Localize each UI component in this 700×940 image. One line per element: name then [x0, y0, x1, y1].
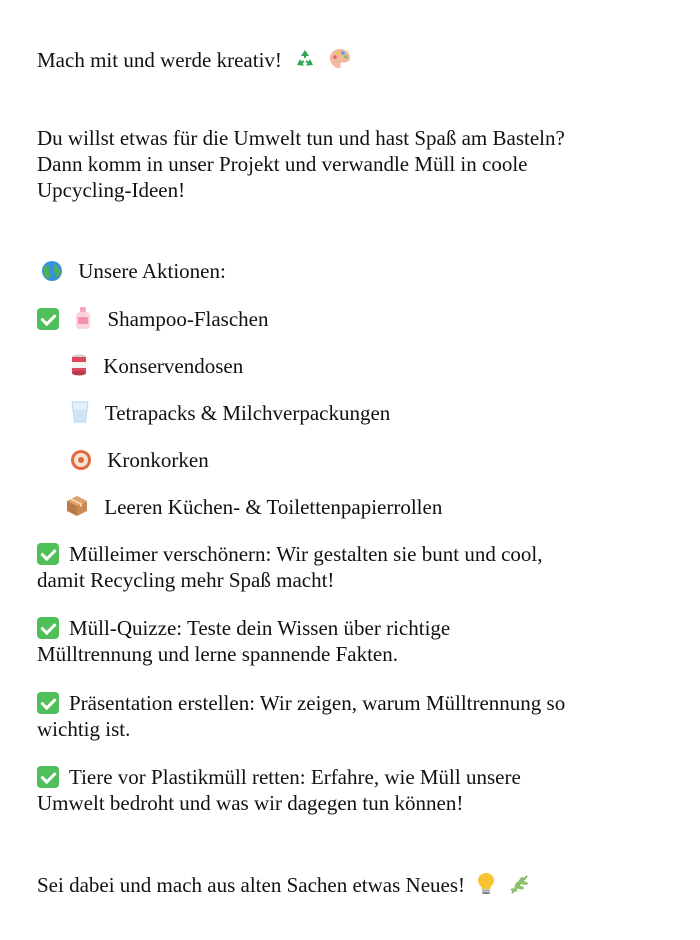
bottle-cap-icon	[70, 449, 92, 477]
headline	[37, 47, 352, 77]
material-label: Konservendosen	[103, 354, 244, 378]
intro-paragraph	[37, 125, 663, 203]
check-icon	[37, 617, 59, 639]
palette-icon	[328, 47, 352, 77]
intro-line: Dann komm in unser Projekt und verwandle Müll in coole	[37, 152, 528, 176]
check-icon	[37, 308, 59, 330]
herb-icon	[508, 872, 532, 902]
actions-heading	[41, 258, 226, 288]
task-line: Tiere vor Plastikmüll retten: Erfahre, wie Müll unsere	[69, 765, 521, 789]
task-line: wichtig ist.	[37, 717, 131, 741]
material-item	[70, 400, 390, 430]
task-item	[37, 764, 663, 816]
cup-icon	[70, 400, 90, 430]
shampoo-bottle-icon	[74, 306, 92, 336]
package-icon	[65, 494, 89, 524]
material-item	[37, 306, 268, 336]
check-icon	[37, 766, 59, 788]
material-label: Shampoo-Flaschen	[107, 307, 269, 331]
intro-line: Upcycling-Ideen!	[37, 178, 186, 202]
headline-text: Mach mit und werde kreativ!	[37, 48, 282, 72]
material-item	[70, 353, 243, 383]
closing-text: Sei dabei und mach aus alten Sachen etwas Neues!	[37, 873, 466, 897]
intro-line: Du willst etwas für die Umwelt tun und hast Spaß am Basteln?	[37, 126, 565, 150]
task-line: damit Recycling mehr Spaß macht!	[37, 568, 335, 592]
task-item	[37, 541, 663, 593]
task-line: Mülltrennung und lerne spannende Fakten.	[37, 642, 398, 666]
check-icon	[37, 543, 59, 565]
task-line: Mülleimer verschönern: Wir gestalten sie bunt und cool,	[69, 542, 543, 566]
closing-line	[37, 872, 532, 902]
task-line: Umwelt bedroht und was wir dagegen tun können!	[37, 791, 464, 815]
task-line: Präsentation erstellen: Wir zeigen, warum Mülltrennung so	[69, 691, 566, 715]
task-item	[37, 615, 663, 667]
material-label: Leeren Küchen- & Toilettenpapierrollen	[104, 495, 443, 519]
task-item	[37, 690, 663, 742]
light-bulb-icon	[476, 872, 496, 902]
actions-heading-text: Unsere Aktionen:	[78, 259, 226, 283]
tin-can-icon	[70, 353, 88, 383]
task-line: Müll-Quizze: Teste dein Wissen über richtige	[69, 616, 451, 640]
material-label: Tetrapacks & Milchverpackungen	[104, 401, 391, 425]
material-item	[65, 494, 442, 524]
recycle-icon	[293, 47, 317, 77]
material-item	[70, 447, 209, 477]
material-label: Kronkorken	[107, 448, 209, 472]
check-icon	[37, 692, 59, 714]
globe-icon	[41, 260, 63, 288]
